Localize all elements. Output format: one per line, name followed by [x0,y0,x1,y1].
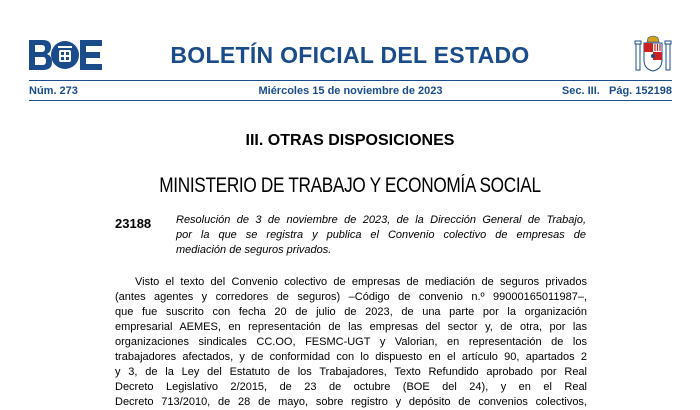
header-rule-bottom [29,100,672,101]
issue-date: Miércoles 15 de noviembre de 2023 [258,85,443,97]
header-rule-top [29,80,672,81]
summary-line: mediación de seguros privados. [176,244,332,256]
body-line: y 3, de la Ley del Estatuto de los Trabajadores, Texto Refundido aprobado por Real [115,366,587,378]
page-number: Pág. 152198 [609,85,672,97]
body-line: empresarial AEMES, en representación de las empresas del sector y, de otra, por las [115,321,587,333]
coat-of-arms-icon [634,34,672,74]
body-line: trabajadores afectados, y de conformidad con lo dispuesto en el artículo 90, apartados 2 [115,351,587,363]
section-title: III. OTRAS DISPOSICIONES [245,132,455,149]
summary-line: Resolución de 3 de noviembre de 2023, de la Dirección General de Trabajo, [176,214,586,226]
body-line: Visto el texto del Convenio colectivo de empresas de mediación de seguros privados [135,276,587,288]
issue-number: Núm. 273 [29,85,78,97]
body-line: Decreto Legislativo 2/2015, de 23 de octubre (BOE del 24), y en el Real [115,381,587,393]
body-line: Decreto 713/2010, de 28 de mayo, sobre registro y depósito de convenios colectivos, [115,396,587,408]
ministry-title: MINISTERIO DE TRABAJO Y ECONOMÍA SOCIAL [159,174,541,197]
document-summary [176,213,586,258]
section-label: Sec. III. [561,85,600,97]
masthead [0,0,700,80]
body-line: (antes agentes y corredores de seguros) –Código de convenio n.º 99000165011987–, [115,291,587,303]
document-body [115,275,587,410]
summary-line: por la que se registra y publica el Convenio colectivo de empresas de [176,229,586,241]
issue-bar [29,85,672,99]
body-line: que fue suscrito con fecha 20 de julio de 2023, de una parte por la organización [115,306,587,318]
section-page [562,85,672,97]
document-number: 23188 [115,216,152,231]
body-line: organizaciones sindicales CC.OO, FESMC-UGT y Valorian, en representación de los [115,336,587,348]
gazette-title: BOLETÍN OFICIAL DEL ESTADO [170,42,530,68]
